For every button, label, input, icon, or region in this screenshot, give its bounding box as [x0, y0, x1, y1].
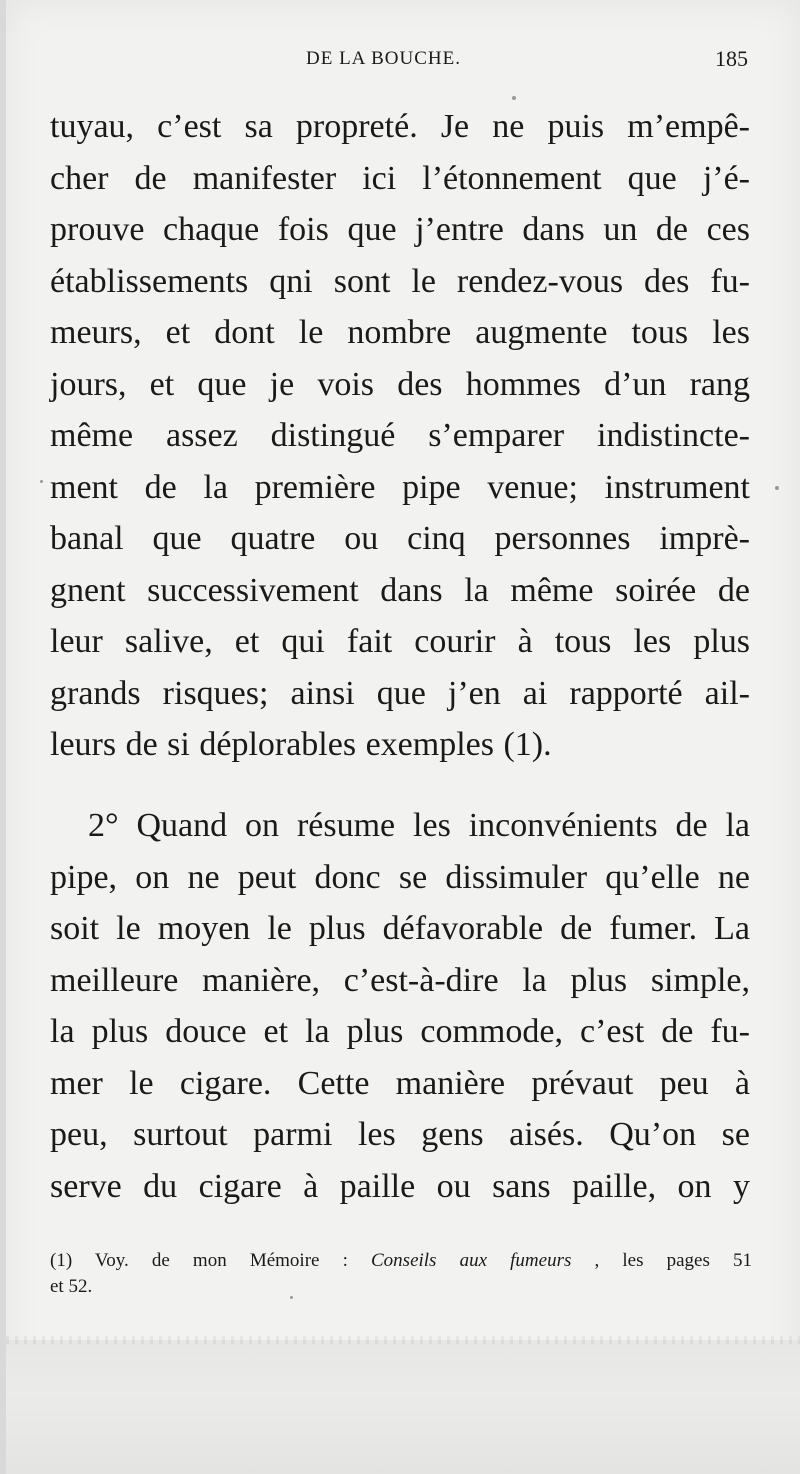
text-line: meilleure manière, c’est-à-dire la plus simple,	[50, 961, 750, 999]
text-line: 2° Quand on résume les inconvénients de la	[88, 807, 750, 844]
text-line: établissements qni sont le rendez-vous des fu-	[50, 262, 750, 300]
running-header	[0, 42, 800, 76]
page-number: 185	[715, 46, 748, 71]
text-line: leur salive, et qui fait courir à tous les plus	[50, 623, 750, 660]
text-line: meurs, et dont le nombre augmente tous les	[50, 314, 750, 351]
footnote-suffix: , les pages 51	[571, 1250, 752, 1271]
text-line: banal que quatre ou cinq personnes imprè-	[50, 520, 750, 557]
footnote-line	[50, 1248, 752, 1274]
text-line: la plus douce et la plus commode, c’est de fu-	[50, 1013, 750, 1050]
text-line: cher de manifester ici l’étonnement que j’é-	[50, 159, 750, 197]
paragraph-1	[50, 101, 750, 771]
text-line: même assez distingué s’emparer indistincte-	[50, 417, 750, 454]
text-line: ment de la première pipe venue; instrument	[50, 468, 750, 506]
text-line: tuyau, c’est sa propreté. Je ne puis m’empê-	[50, 108, 750, 145]
text-line: jours, et que je vois des hommes d’un rang	[50, 365, 750, 403]
footnote	[50, 1248, 752, 1300]
text-line: soit le moyen le plus défavorable de fumer. La	[50, 910, 750, 947]
ink-speck	[290, 1296, 293, 1299]
text-line: grands risques; ainsi que j’en ai rapporté ail-	[50, 674, 750, 712]
footnote-work-title: Conseils aux fumeurs	[371, 1250, 572, 1271]
ink-speck	[40, 480, 43, 483]
text-line: leurs de si déplorables exemples (1).	[50, 726, 552, 763]
running-title: DE LA BOUCHE.	[306, 48, 461, 69]
text-line: serve du cigare à paille ou sans paille, on y	[50, 1167, 750, 1205]
text-line: pipe, on ne peut donc se dissimuler qu’elle ne	[50, 858, 750, 896]
footnote-line: et 52.	[50, 1276, 93, 1297]
text-line: prouve chaque fois que j’entre dans un de ces	[50, 211, 750, 248]
torn-page-edge	[6, 1340, 800, 1474]
text-line: gnent successivement dans la même soirée de	[50, 571, 750, 609]
text-line: mer le cigare. Cette manière prévaut peu à	[50, 1064, 750, 1102]
paragraph-2	[50, 800, 750, 1212]
ink-speck	[512, 96, 516, 100]
text-line: peu, surtout parmi les gens aisés. Qu’on se	[50, 1116, 750, 1153]
ink-speck	[775, 486, 779, 490]
footnote-prefix: (1) Voy. de mon Mémoire :	[50, 1250, 371, 1271]
